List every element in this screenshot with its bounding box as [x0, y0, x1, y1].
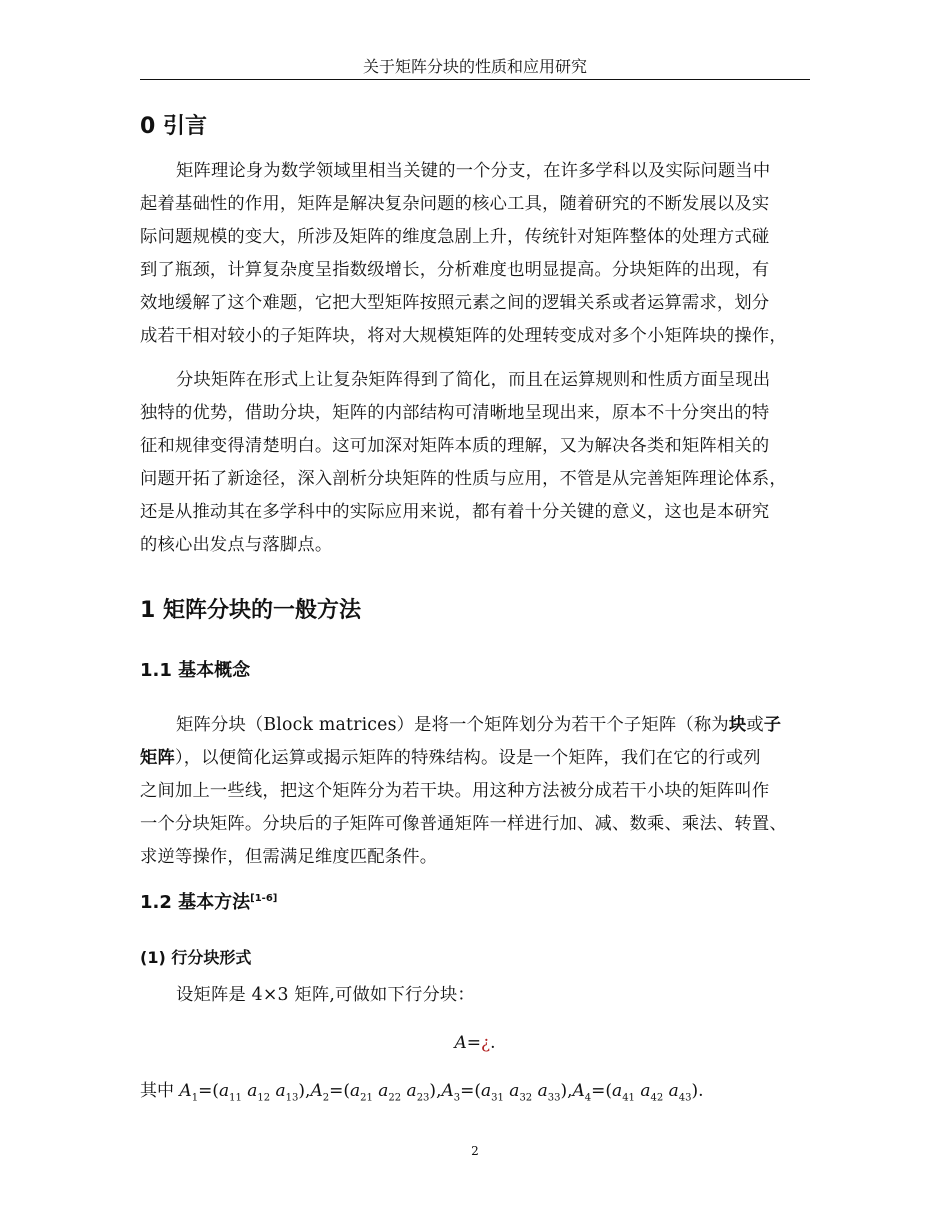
- intro-paragraph-2: [140, 364, 812, 562]
- element-symbol: a: [612, 1081, 623, 1101]
- def-sep: ,: [305, 1081, 311, 1101]
- formula-end: .: [490, 1033, 496, 1053]
- page-number: 2: [471, 1144, 479, 1158]
- def-symbol: A: [179, 1081, 192, 1101]
- def-symbol: A: [572, 1081, 585, 1101]
- text-line: 问题开拓了新途径，深入剖析分块矩阵的性质与应用，不管是从完善矩阵理论体系，: [140, 469, 787, 489]
- element-index: 31: [491, 1092, 504, 1104]
- text-line: 到了瓶颈，计算复杂度呈指数级增长，分析难度也明显提高。分块矩阵的出现，有: [140, 260, 770, 280]
- element-symbol: a: [218, 1081, 230, 1101]
- def-eq: =(: [591, 1081, 613, 1101]
- element-index: 32: [519, 1092, 533, 1104]
- text-line: 还是从推动其在多学科中的实际应用来说，都有着十分关键的意义，这也是本研究: [140, 502, 770, 522]
- text-run: 矩阵分块（Block matrices）是将一个矩阵划分为若干个子矩阵（称为: [176, 715, 729, 735]
- section-1-1-heading: 1.1 基本概念: [140, 660, 251, 681]
- text-line: 际问题规模的变大，所涉及矩阵的维度急剧上升，传统针对矩阵整体的处理方式碰: [140, 227, 770, 247]
- text-line: 成若干相对较小的子矩阵块，将对大规模矩阵的处理转变成对多个小矩阵块的操作，: [140, 326, 787, 346]
- def-end: ).: [691, 1081, 704, 1101]
- def-index: 3: [453, 1092, 461, 1104]
- text-line: 征和规律变得清楚明白。这可加深对矩阵本质的理解，又为解决各类和矩阵相关的: [140, 436, 770, 456]
- element-index: 22: [388, 1092, 402, 1104]
- def-symbol: A: [441, 1081, 454, 1101]
- element-index: 11: [229, 1092, 242, 1104]
- element-index: 12: [257, 1092, 271, 1104]
- element-symbol: a: [481, 1081, 492, 1101]
- element-index: 13: [285, 1092, 299, 1104]
- text-line: [140, 709, 812, 742]
- bold-term-block: 块: [728, 715, 747, 735]
- element-index: 43: [678, 1092, 692, 1104]
- element-symbol: a: [537, 1081, 548, 1101]
- def-item: [441, 1081, 568, 1104]
- def-eq: =(: [460, 1081, 482, 1101]
- text-line: [140, 742, 812, 775]
- text-line: 的核心出发点与落脚点。: [140, 535, 333, 555]
- element-index: 33: [547, 1092, 561, 1104]
- text-line: 独特的优势，借助分块，矩阵的内部结构可清晰地呈现出来，原本不十分突出的特: [140, 403, 770, 423]
- bold-term-sub: 子: [763, 715, 782, 735]
- def-sep: ,: [436, 1081, 442, 1101]
- text-line: 分块矩阵在形式上让复杂矩阵得到了简化，而且在运算规则和性质方面呈现出: [176, 370, 771, 390]
- text-line: 一个分块矩阵。分块后的子矩阵可像普通矩阵一样进行加、减、数乘、乘法、转置、: [140, 814, 787, 834]
- element-index: 21: [360, 1092, 373, 1104]
- submatrix-definitions: [140, 1077, 704, 1105]
- header-rule: [140, 79, 810, 80]
- formula-rhs-placeholder: ¿: [481, 1033, 491, 1053]
- def-symbol: A: [310, 1081, 323, 1101]
- text-line: 求逆等操作，但需满足维度匹配条件。: [140, 847, 438, 867]
- running-header: 关于矩阵分块的性质和应用研究: [362, 57, 587, 76]
- element-symbol: a: [406, 1081, 417, 1101]
- def-item: [179, 1081, 306, 1104]
- def-index: 2: [322, 1092, 330, 1104]
- def-index: 1: [191, 1092, 199, 1104]
- def-close: ): [560, 1081, 568, 1101]
- block-formula: [0, 1030, 950, 1056]
- element-symbol: a: [247, 1081, 258, 1101]
- section-1-2-title: 1.2 基本方法: [140, 892, 251, 913]
- def-index: 4: [584, 1092, 592, 1104]
- bold-term-matrix: 矩阵: [140, 748, 175, 768]
- def-item: [572, 1081, 704, 1104]
- def-close: ): [298, 1081, 306, 1101]
- text-line: 起着基础性的作用，矩阵是解决复杂问题的核心工具，随着研究的不断发展以及实: [140, 194, 770, 214]
- text-run: 或: [746, 715, 764, 735]
- intro-heading: 0 引言: [140, 114, 207, 139]
- element-index: 42: [650, 1092, 664, 1104]
- def-eq: =(: [329, 1081, 350, 1101]
- def-sep: ,: [567, 1081, 573, 1101]
- intro-paragraph-1: [140, 155, 812, 353]
- text-line: 之间加上一些线，把这个矩阵分为若干块。用这种方法被分成若干小块的矩阵叫作: [140, 781, 770, 801]
- text-line: 设矩阵是 4×3 矩阵,可做如下行分块：: [176, 985, 475, 1005]
- element-symbol: a: [378, 1081, 389, 1101]
- text-line: 效地缓解了这个难题，它把大型矩阵按照元素之间的逻辑关系或者运算需求，划分: [140, 293, 770, 313]
- formula-lhs: A: [454, 1033, 467, 1053]
- text-line: 矩阵理论身为数学领域里相当关键的一个分支，在许多学科以及实际问题当中: [176, 161, 771, 181]
- row-block-paragraph: [140, 979, 812, 1012]
- section-1-1-paragraph: [140, 709, 812, 874]
- element-index: 23: [416, 1092, 430, 1104]
- element-index: 41: [622, 1092, 635, 1104]
- section-1-2-heading: [140, 890, 277, 916]
- row-block-heading: (1) 行分块形式: [140, 948, 252, 967]
- chapter-1-heading: 1 矩阵分块的一般方法: [140, 598, 361, 623]
- formula-eq: =: [466, 1033, 481, 1053]
- defs-prefix: 其中: [140, 1081, 174, 1101]
- element-symbol: a: [275, 1081, 286, 1101]
- text-run: ），以便简化运算或揭示矩阵的特殊结构。设是一个矩阵，我们在它的行或列: [174, 748, 761, 768]
- element-symbol: a: [349, 1081, 361, 1101]
- def-close: ): [429, 1081, 437, 1101]
- def-item: [310, 1081, 437, 1104]
- def-eq: =(: [198, 1081, 219, 1101]
- citation: [1-6]: [250, 893, 278, 904]
- element-symbol: a: [640, 1081, 651, 1101]
- element-symbol: a: [668, 1081, 679, 1101]
- element-symbol: a: [509, 1081, 520, 1101]
